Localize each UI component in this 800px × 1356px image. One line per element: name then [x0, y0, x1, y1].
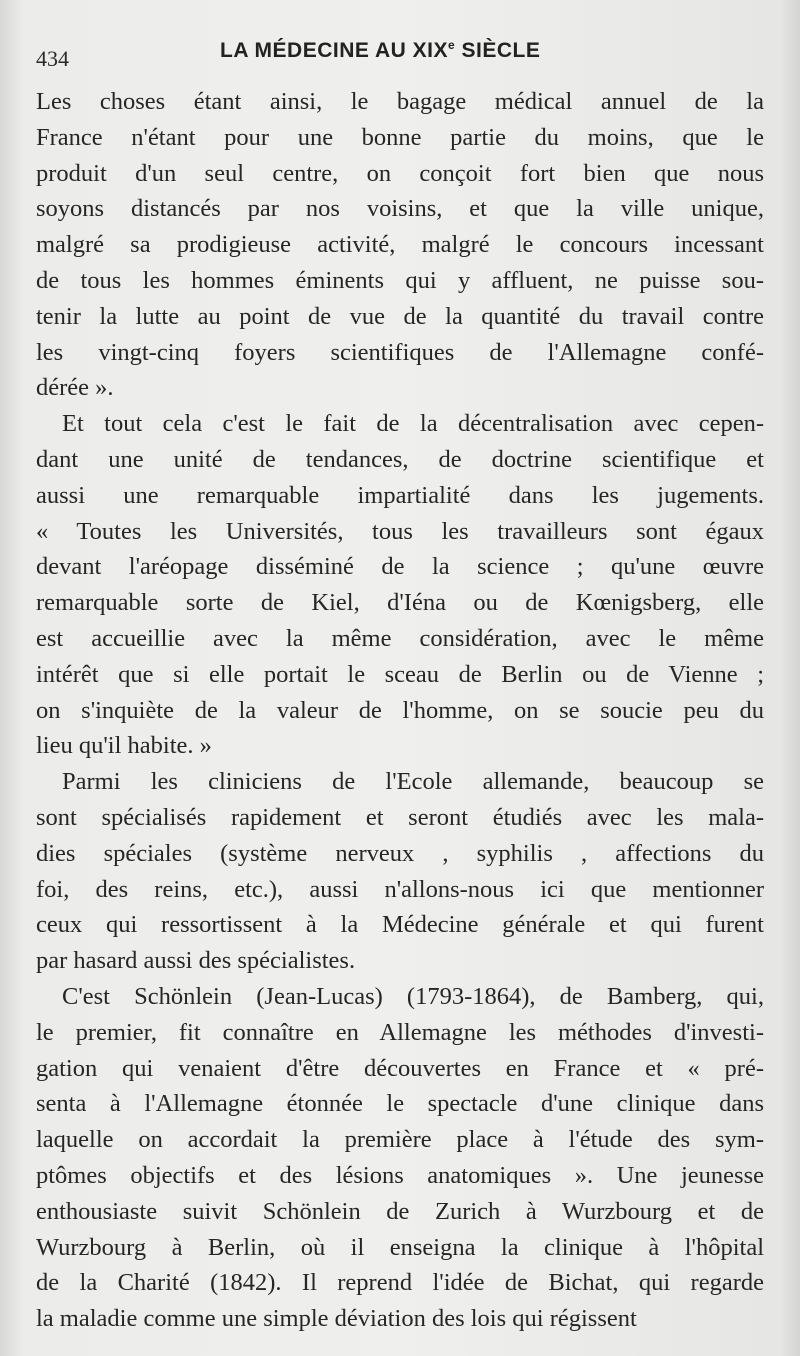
page-number: 434	[36, 46, 69, 71]
text-line: senta à l'Allemagne étonnée le spectacle d'une clinique dans	[36, 1090, 764, 1118]
text-line: sont spécialisés rapidement et seront étudiés avec les mala-	[36, 803, 764, 831]
text-line: devant l'aréopage disséminé de la science ; qu'une œuvre	[36, 553, 764, 581]
text-line: de tous les hommes éminents qui y affluent, ne puisse sou-	[36, 266, 764, 294]
text-line: remarquable sorte de Kiel, d'Iéna ou de Kœnigsberg, elle	[36, 589, 764, 617]
text-line: on s'inquiète de la valeur de l'homme, on se soucie peu du	[36, 696, 764, 724]
text-line: dies spéciales (système nerveux , syphilis , affections du	[36, 839, 764, 867]
text-line: soyons distancés par nos voisins, et que la ville unique,	[36, 195, 764, 223]
paragraph	[36, 406, 764, 764]
text-line: de la Charité (1842). Il reprend l'idée de Bichat, qui regarde	[36, 1269, 764, 1297]
body-text	[36, 84, 764, 1337]
text-line: C'est Schönlein (Jean-Lucas) (1793-1864), de Bamberg, qui,	[62, 982, 764, 1010]
text-line: foi, des reins, etc.), aussi n'allons-nous ici que mentionner	[36, 875, 764, 903]
text-line: Wurzbourg à Berlin, où il enseigna la clinique à l'hôpital	[36, 1233, 764, 1261]
text-line: la maladie comme une simple déviation des lois qui régissent	[36, 1305, 637, 1333]
text-line: Et tout cela c'est le fait de la décentralisation avec cepen-	[62, 410, 764, 438]
text-line: lieu qu'il habite. »	[36, 732, 212, 760]
text-line: par hasard aussi des spécialistes.	[36, 947, 356, 975]
text-line: gation qui venaient d'être découvertes en France et « pré-	[36, 1054, 764, 1082]
running-title-main: LA MÉDECINE AU XIX	[220, 39, 448, 62]
text-line: est accueillie avec la même considération, avec le même	[36, 624, 764, 652]
running-title-end: SIÈCLE	[455, 39, 541, 62]
text-line: Les choses étant ainsi, le bagage médical annuel de la	[36, 88, 764, 115]
text-line: les vingt-cinq foyers scientifiques de l'Allemagne confé-	[36, 338, 764, 366]
text-line: le premier, fit connaître en Allemagne les méthodes d'investi-	[36, 1018, 764, 1046]
text-line: Parmi les cliniciens de l'Ecole allemande, beaucoup se	[62, 768, 764, 796]
paragraph	[36, 979, 764, 1337]
paragraph	[36, 764, 764, 979]
page-header	[36, 34, 766, 71]
text-line: laquelle on accordait la première place à l'étude des sym-	[36, 1126, 764, 1154]
text-line: « Toutes les Universités, tous les travailleurs sont égaux	[36, 517, 764, 545]
text-line: produit d'un seul centre, on conçoit fort bien que nous	[36, 159, 764, 187]
text-line: malgré sa prodigieuse activité, malgré le concours incessant	[36, 231, 764, 259]
text-line: aussi une remarquable impartialité dans les jugements.	[36, 481, 764, 509]
text-line: France n'étant pour une bonne partie du moins, que le	[36, 123, 764, 151]
running-title	[220, 38, 540, 63]
text-line: dant une unité de tendances, de doctrine scientifique et	[36, 445, 764, 473]
text-line: ptômes objectifs et des lésions anatomiques ». Une jeunesse	[36, 1161, 764, 1189]
text-line: ceux qui ressortissent à la Médecine générale et qui furent	[36, 911, 764, 939]
paragraph	[36, 84, 764, 406]
text-line: intérêt que si elle portait le sceau de Berlin ou de Vienne ;	[36, 660, 764, 688]
text-line: dérée ».	[36, 374, 114, 402]
text-line: tenir la lutte au point de vue de la quantité du travail contre	[36, 302, 764, 330]
running-title-superscript: e	[447, 38, 456, 52]
text-line: enthousiaste suivit Schönlein de Zurich à Wurzbourg et de	[36, 1197, 764, 1225]
